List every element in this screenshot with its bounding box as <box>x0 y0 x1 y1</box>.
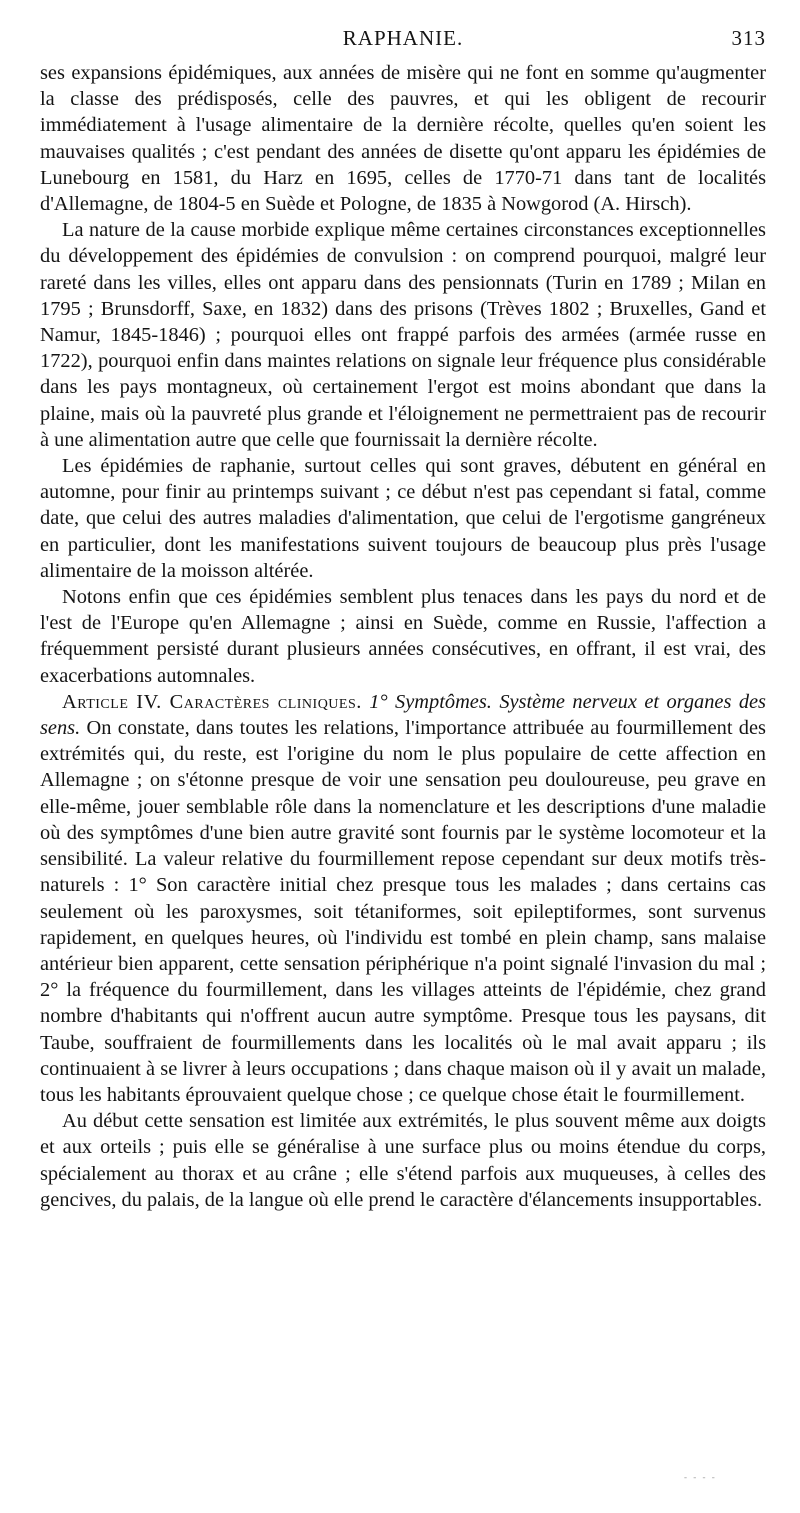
paragraph: Au début cette sensation est limitée aux extrémités, le plus souvent même aux doigts et aux orteils ; puis elle se généralise à une surface plus ou moins étendue du corps, spécialement au thorax et au crâne ; elle s'étend parfois aux muqueuses, à celles des gencives, du palais, de la langue où elle prend le caractère d'élancements insupportables. <box>40 1110 766 1211</box>
article-heading: Article IV. Caractères cliniques. <box>62 690 362 713</box>
running-title: RAPHANIE. <box>342 26 464 50</box>
paragraph-continued: ses expansions épidémiques, aux années de misère qui ne font en somme qu'augmenter la classe des prédisposés, celle des pauvres, et qui les obligent de recourir immédiatement à l'usage alimentaire de la dernière récolte, quelles qu'en soient les mauvaises qualités ; c'est pendant des années de disette qu'ont apparu les épidémies de Lunebourg en 1581, du Harz en 1695, celles de 1770-71 dans tant de localités d'Allemagne, de 1804-5 en Suède et Pologne, de 1835 à Nowgorod (A. Hirsch). <box>40 62 766 216</box>
paragraph: La nature de la cause morbide explique même certaines circonstances exceptionnelles du développement des épidémies de convulsion : on comprend pourquoi, malgré leur rareté dans les villes, elles ont apparu dans des pensionnats (Turin en 1789 ; Milan en 1795 ; Brunsdorff, Saxe, en 1832) dans des prisons (Trèves 1802 ; Bruxelles, Gand et Namur, 1845-1846) ; pourquoi elles ont frappé parfois des armées (armée russe en 1722), pourquoi enfin dans maintes relations on signale leur fréquence plus considérable dans les pays montagneux, où certainement l'ergot est moins abondant que dans la plaine, mais où la pauvreté plus grande et l'éloignement ne permettraient pas de recourir à une alimentation autre que celle que fournissait la dernière récolte. <box>40 219 766 451</box>
paragraph: Notons enfin que ces épidémies semblent plus tenaces dans les pays du nord et de l'est de l'Europe qu'en Allemagne ; ainsi en Suède, comme en Russie, l'affection a fréquemment persisté durant plusieurs années consécutives, en offrant, il est vrai, des exacerbations automnales. <box>40 586 766 687</box>
page-number: 313 <box>731 26 766 50</box>
book-page <box>40 22 766 1213</box>
paragraph: Les épidémies de raphanie, surtout celles qui sont graves, débutent en général en automne, pour finir au printemps suivant ; ce début n'est pas cependant si fatal, comme date, que celui des autres maladies d'alimentation, que celui de l'ergotisme gangréneux en particulier, dont les manifestations suivent toujours de beaucoup plus près l'usage alimentaire de la moisson altérée. <box>40 455 766 582</box>
subsection-title: Système nerveux et organes des sens. <box>40 690 766 740</box>
subsection-number: 1° Symptômes. <box>369 690 492 713</box>
page-body <box>40 60 766 1213</box>
scan-speck: - - - - <box>684 1472 717 1482</box>
article-text: On constate, dans toutes les relations, l'importance attribuée au fourmillement des extrémités qui, du reste, est l'origine du nom le plus populaire de cette affection en Allemagne ; on s'étonne presque de voir une sensation peu douloureuse, peu grave en elle-même, jouer semblable rôle dans la nomenclature et les descriptions d'une maladie où des symptômes d'une bien autre gravité sont fournis par le système locomoteur et la sensibilité. La valeur relative du fourmillement repose cependant sur deux motifs très-naturels : 1° Son caractère initial chez presque tous les malades ; dans certains cas seulement où les paroxysmes, soit tétaniformes, soit epileptiformes, sont survenus rapidement, en quelques heures, où l'individu est tombé en plein champ, sans malaise antérieur bien apparent, cette sensation périphérique n'a point signalé l'invasion du mal ; 2° la fréquence du fourmillement, dans les villages atteints de l'épidémie, chez grand nombre d'habitants qui n'offrent aucun autre symptôme. Presque tous les paysans, dit Taube, souffraient de fourmillements dans les localités où le mal avait apparu ; ils continuaient à se livrer à leurs occupations ; dans chaque maison où il y avait un malade, tous les habitants éprouvaient quelque chose ; ce quelque chose était le fourmillement. <box>40 717 766 1106</box>
running-header <box>40 22 766 60</box>
article-paragraph <box>40 689 766 1108</box>
